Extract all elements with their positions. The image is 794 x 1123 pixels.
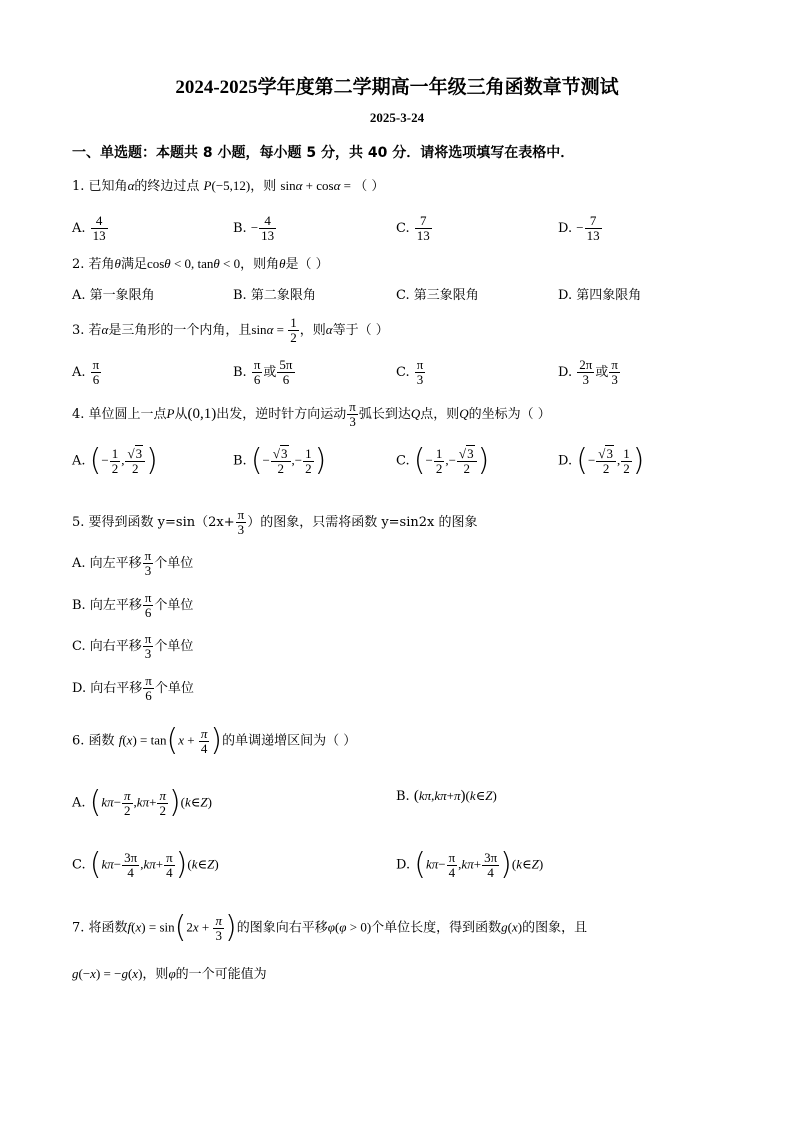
question-3: 3. 若α是三角形的一个内角，且sinα = $\frac{1}{2}$ ，则α等于（ ）	[72, 315, 389, 345]
q1-option-d[interactable]: D. − $\frac{7}{13}$	[558, 213, 600, 243]
q2-option-a[interactable]: A. 第一象限角	[72, 288, 155, 303]
q6-option-c[interactable]: C. (kπ− $\frac{3\pi}{4}$ ,kπ+ $\frac{\pi}{4}$ )(k∈Z)	[72, 847, 219, 882]
question-7: 7. 将函数f(x) = sin(2x + $\frac{\pi}{3}$ )的图象向右平移φ(φ > 0)个单位长度，得到函数g(x)的图象，且	[72, 910, 588, 945]
question-7-cont: g(−x) = −g(x)，则φ的一个可能值为	[72, 966, 267, 982]
question-2: 2. 若角θ满足cosθ < 0, tanθ < 0，则角θ是（ ）	[72, 256, 329, 272]
q3-option-b[interactable]: B. $\frac{\pi}{6}$ 或 $\frac{5\pi}{6}$	[233, 357, 293, 387]
q3-option-a[interactable]: A. $\frac{\pi}{6}$	[72, 357, 100, 387]
q5-option-d[interactable]: D. 向右平移 $\frac{\pi}{6}$ 个单位	[72, 673, 194, 703]
q3-option-c[interactable]: C. $\frac{\pi}{3}$	[396, 357, 424, 387]
q5-option-b[interactable]: B. 向左平移 $\frac{\pi}{6}$ 个单位	[72, 590, 194, 620]
q6-option-a[interactable]: A. (kπ− $\frac{\pi}{2}$ ,kπ+ $\frac{\pi}{2}$ )(k∈Z)	[72, 785, 212, 820]
q1-option-b[interactable]: B. − $\frac{4}{13}$	[233, 213, 275, 243]
q4-option-c[interactable]: C. (− $\frac{1}{2}$ ,− $\frac{√3}{2}$ )	[396, 443, 490, 478]
q4-option-d[interactable]: D. (− $\frac{√3}{2}$ , $\frac{1}{2}$ )	[558, 443, 645, 478]
q4-option-b[interactable]: B. (− $\frac{√3}{2}$ ,− $\frac{1}{2}$ )	[233, 443, 327, 478]
q5-option-c[interactable]: C. 向右平移 $\frac{\pi}{3}$ 个单位	[72, 631, 194, 661]
section-heading: 一、单选题：本题共 8 小题，每小题 5 分，共 40 分．请将选项填写在表格中．	[72, 145, 575, 161]
test-date: 2025-3-24	[369, 110, 425, 125]
q2-option-b[interactable]: B. 第二象限角	[233, 288, 316, 303]
question-1: 1. 已知角α的终边过点 P(−5,12)，则 sinα + cosα = （ ）	[72, 178, 385, 194]
q6-option-b[interactable]: B. (kπ,kπ+π)(k∈Z)	[396, 788, 497, 804]
q3-option-d[interactable]: D. $\frac{2\pi}{3}$ 或 $\frac{\pi}{3}$	[558, 357, 618, 387]
q1-option-c[interactable]: C. $\frac{7}{13}$	[396, 213, 430, 243]
q2-option-d[interactable]: D. 第四象限角	[558, 288, 642, 303]
q5-option-a[interactable]: A. 向左平移 $\frac{\pi}{3}$ 个单位	[72, 548, 194, 578]
q1-option-a[interactable]: A. $\frac{4}{13}$	[72, 213, 106, 243]
question-5: 5. 要得到函数 y=sin（2x+ $\frac{\pi}{3}$ ）的图象，只需将函数 y=sin2x 的图象	[72, 507, 478, 537]
q4-option-a[interactable]: A. (− $\frac{1}{2}$ , $\frac{√3}{2}$ )	[72, 443, 158, 478]
q2-option-c[interactable]: C. 第三象限角	[396, 288, 479, 303]
q6-option-d[interactable]: D. (kπ− $\frac{\pi}{4}$ ,kπ+ $\frac{3\pi}{4}$ )(k∈Z)	[396, 847, 544, 882]
question-4: 4. 单位圆上一点P从(0,1)出发，逆时针方向运动 $\frac{\pi}{3}$ 弧长到达Q点，则Q的坐标为（ ）	[72, 399, 551, 429]
question-6: 6. 函数 f(x) = tan(x + $\frac{\pi}{4}$ )的单调递增区间为（ ）	[72, 723, 357, 758]
page-title: 2024-2025学年度第二学期高一年级三角函数章节测试	[175, 77, 619, 98]
